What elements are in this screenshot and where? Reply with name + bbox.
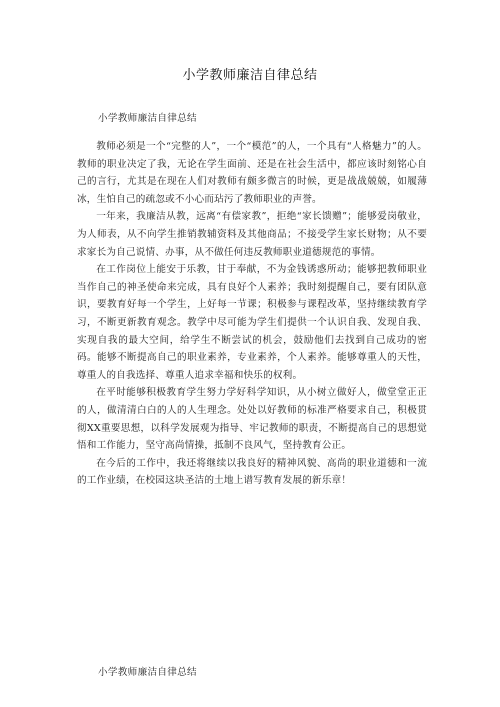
section-heading: 小学教师廉洁自律总结 — [98, 113, 197, 124]
paragraph: 一年来，我廉洁从教，远离“有偿家教”，拒绝“家长馈赠”；能够爱岗敬业，为人师表，从不向学生推销教辅资料及其他商品；不接受学生家长财物；从不要求家长为自己说情、办事，从不做任何违反教师职业道德规范的事情。 — [77, 211, 427, 258]
section-heading: 小学教师廉洁自律总结 — [98, 667, 197, 678]
paragraph: 在工作岗位上能安于乐教，甘于奉献，不为金钱诱惑所动；能够把教师职业当作自己的神圣使命来完成，具有良好个人素养；我时刻提醒自己，要有团队意识，要教育好每一个学生，上好每一节课；积极参与课程改革，坚持继续教育学习，不断更新教育观念。教学中尽可能为学生们提供一个认识自我、发现自我、实现自我的最大空间，给学生不断尝试的机会，鼓励他们去找到自己成功的密码。能够不断提高自己的职业素养，专业素养，个人素养。能够尊重人的天性，尊重人的自我选择、尊重人追求幸福和快乐的权利。 — [77, 264, 427, 381]
document-body — [77, 138, 427, 490]
paragraph: 在平时能够积极教育学生努力学好科学知识，从小树立做好人，做堂堂正正的人，做清清白白的人的人生理念。处处以好教师的标准严格要求自己，积极贯彻XX重要思想，以科学发展观为指导、牢记教师的职责，不断提高自己的思想觉悟和工作能力，坚守高尚情操，抵制不良风气，坚持教育公正。 — [77, 387, 427, 452]
paragraph: 在今后的工作中，我还将继续以我良好的精神风貌、高尚的职业道德和一流的工作业绩，在校园这块圣洁的土地上谱写教育发展的新乐章！ — [77, 457, 427, 487]
document-title: 小学教师廉洁自律总结 — [182, 68, 318, 83]
paragraph: 教师必须是一个“完整的人”，一个“模范”的人，一个具有“人格魅力”的人。教师的职业决定了我，无论在学生面前、还是在社会生活中，都应该时刻铭心自己的言行，尤其是在现在人们对教师有颇多微言的时候，更是战战兢兢，如履薄冰，生怕自己的疏忽或不小心而玷污了教师职业的声誉。 — [77, 141, 427, 205]
